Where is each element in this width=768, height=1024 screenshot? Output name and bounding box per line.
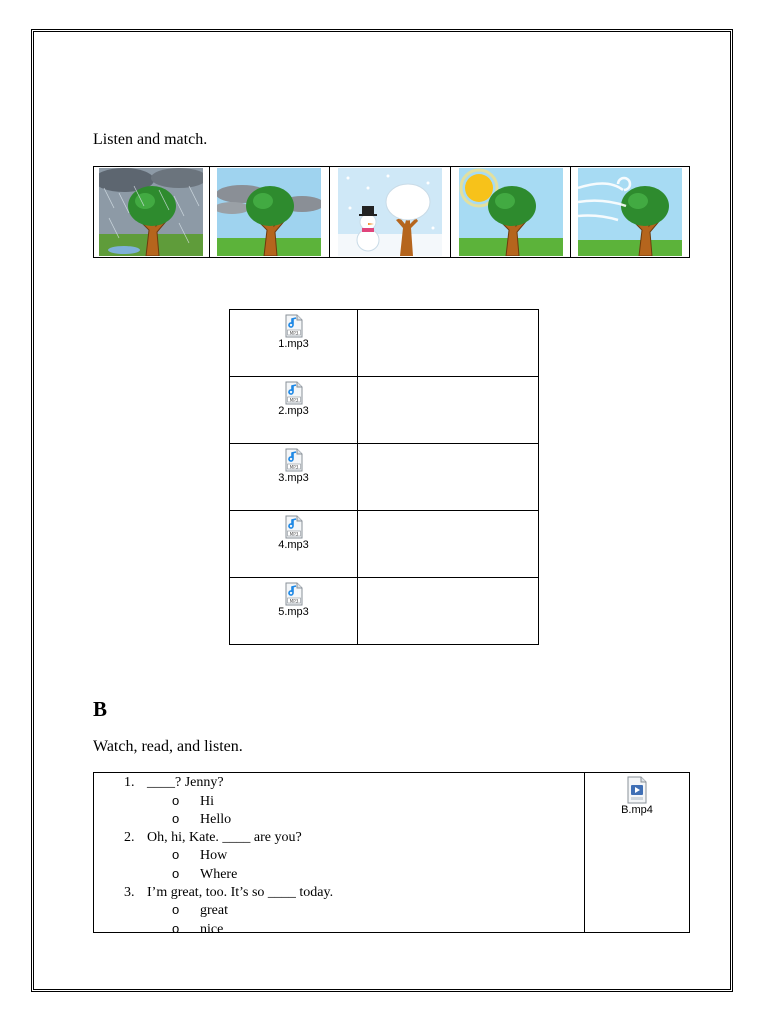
- section-a-instruction: Listen and match.: [93, 131, 208, 148]
- option-text: great: [200, 903, 228, 919]
- bullet-icon: o: [172, 811, 180, 827]
- answer-option[interactable]: [94, 810, 584, 829]
- mp3-file-icon[interactable]: [284, 582, 304, 606]
- audio-file-label[interactable]: 1.mp3: [278, 338, 309, 350]
- mp4-file-icon[interactable]: [626, 776, 648, 804]
- table-row: [230, 511, 539, 578]
- question-text: I’m great, too. It’s so ____ today.: [147, 884, 334, 900]
- answer-option[interactable]: [94, 865, 584, 884]
- table-row: [230, 310, 539, 377]
- audio-file-label[interactable]: 4.mp3: [278, 539, 309, 551]
- match-answer-cell[interactable]: [358, 578, 539, 645]
- bullet-icon: o: [172, 847, 180, 863]
- bullet-icon: o: [172, 902, 180, 918]
- question-item: [94, 829, 584, 847]
- audio-file-cell[interactable]: [230, 310, 358, 377]
- weather-cell-cloudy: [210, 167, 331, 257]
- answer-option[interactable]: [94, 846, 584, 865]
- audio-file-cell[interactable]: [230, 511, 358, 578]
- question-text: ____? Jenny?: [147, 775, 224, 790]
- option-text: Hello: [200, 812, 232, 828]
- answer-option[interactable]: [94, 920, 584, 939]
- video-file-label[interactable]: B.mp4: [621, 804, 653, 816]
- option-text: nice: [200, 921, 224, 937]
- answer-option[interactable]: [94, 901, 584, 920]
- section-b-instruction: Watch, read, and listen.: [93, 738, 243, 755]
- bullet-icon: o: [172, 920, 180, 936]
- rainy-tree-icon: [99, 168, 203, 256]
- question-list: [94, 773, 585, 937]
- option-text: Where: [200, 866, 238, 882]
- cloudy-tree-icon: [217, 168, 321, 256]
- question-number: 2.: [124, 829, 135, 845]
- question-text: Oh, hi, Kate. ____ are you?: [147, 829, 302, 845]
- bullet-icon: o: [172, 865, 180, 881]
- audio-file-cell[interactable]: [230, 377, 358, 444]
- option-text: Hi: [200, 793, 214, 809]
- question-number: 3.: [124, 884, 135, 900]
- question-box: [93, 772, 690, 937]
- weather-image-strip: [93, 166, 690, 258]
- weather-cell-sunny: [451, 167, 572, 257]
- match-answer-cell[interactable]: [358, 377, 539, 444]
- mp3-file-icon[interactable]: [284, 448, 304, 472]
- audio-file-label[interactable]: 2.mp3: [278, 405, 309, 417]
- match-answer-cell[interactable]: [358, 444, 539, 511]
- question-number: 1.: [124, 775, 135, 790]
- bullet-icon: o: [172, 792, 180, 808]
- weather-cell-rainy: [94, 167, 210, 257]
- mp3-file-icon[interactable]: [284, 314, 304, 338]
- audio-match-table: [229, 309, 539, 645]
- mp3-file-icon[interactable]: [284, 515, 304, 539]
- windy-tree-icon: [578, 168, 682, 256]
- match-answer-cell[interactable]: [358, 511, 539, 578]
- weather-cell-windy: [571, 167, 689, 257]
- section-b-heading: B: [93, 697, 108, 721]
- match-answer-cell[interactable]: [358, 310, 539, 377]
- mp3-file-icon[interactable]: [284, 381, 304, 405]
- sunny-tree-icon: [459, 168, 563, 256]
- audio-file-label[interactable]: 3.mp3: [278, 472, 309, 484]
- answer-option[interactable]: [94, 792, 584, 811]
- question-item: [94, 774, 584, 792]
- snowy-tree-snowman-icon: [338, 168, 442, 256]
- table-row: [230, 578, 539, 645]
- audio-file-cell[interactable]: [230, 444, 358, 511]
- table-row: [230, 444, 539, 511]
- question-item: [94, 884, 584, 902]
- video-attachment-cell[interactable]: [585, 773, 689, 932]
- audio-file-cell[interactable]: [230, 578, 358, 645]
- option-text: How: [200, 848, 228, 864]
- weather-cell-snowy: [330, 167, 451, 257]
- audio-file-label[interactable]: 5.mp3: [278, 606, 309, 618]
- table-row: [230, 377, 539, 444]
